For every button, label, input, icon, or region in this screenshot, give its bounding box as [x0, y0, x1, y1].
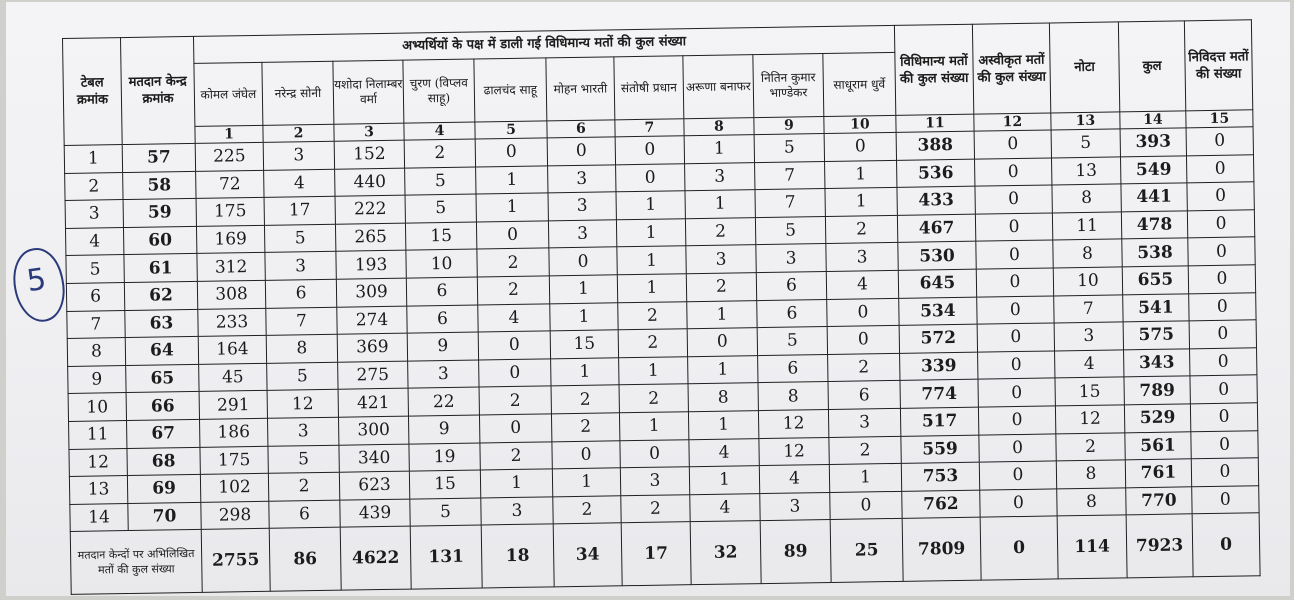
column-number: 8 — [684, 118, 754, 136]
candidate-votes-cell: 5 — [410, 498, 481, 527]
column-number: 12 — [974, 113, 1051, 131]
candidate-votes-cell: 1 — [476, 165, 548, 194]
total-cell: 478 — [1121, 211, 1187, 240]
candidate-votes-cell: 2 — [553, 495, 621, 524]
candidate-total-cell: 131 — [410, 525, 482, 589]
handwritten-number: 5 — [24, 261, 49, 300]
table-number-cell: 3 — [65, 200, 123, 229]
valid-votes-cell: 534 — [899, 297, 977, 326]
candidate-votes-cell: 0 — [616, 163, 685, 192]
tendered-votes-cell: 0 — [1190, 403, 1257, 432]
candidate-votes-cell: 15 — [405, 222, 476, 251]
valid-votes-cell: 559 — [901, 435, 979, 464]
tendered-votes-cell: 0 — [1186, 154, 1253, 183]
valid-votes-cell: 572 — [899, 324, 977, 353]
booth-number-cell: 63 — [125, 309, 198, 338]
table-number-cell: 14 — [70, 503, 128, 532]
candidate-votes-cell: 0 — [476, 221, 548, 250]
candidate-votes-cell: 186 — [200, 418, 268, 447]
candidate-votes-cell: 1 — [687, 300, 757, 329]
nota-cell: 8 — [1053, 239, 1122, 268]
candidate-votes-cell: 6 — [756, 271, 826, 300]
candidate-votes-cell: 2 — [404, 139, 475, 168]
candidate-votes-cell: 3 — [756, 244, 826, 273]
candidate-votes-cell: 0 — [547, 137, 615, 166]
candidate-votes-cell: 300 — [338, 416, 408, 445]
candidate-votes-cell: 6 — [269, 500, 340, 529]
candidate-votes-cell: 3 — [826, 243, 898, 272]
column-number: 1 — [195, 125, 263, 143]
table-number-cell: 10 — [68, 393, 126, 422]
column-number: 9 — [754, 117, 824, 135]
tendered-votes-cell: 0 — [1190, 348, 1257, 377]
candidate-votes-cell: 3 — [263, 141, 334, 170]
tendered-votes-cell: 0 — [1191, 430, 1258, 459]
candidate-votes-cell: 3 — [828, 408, 900, 437]
candidate-total-cell: 32 — [690, 521, 761, 585]
total-cell: 538 — [1122, 238, 1188, 267]
candidate-votes-cell: 0 — [552, 440, 620, 469]
candidate-votes-cell: 2 — [618, 301, 687, 330]
column-number: 2 — [263, 124, 334, 142]
candidate-votes-cell: 17 — [264, 196, 335, 225]
candidate-votes-cell: 2 — [477, 248, 549, 277]
candidate-votes-cell: 45 — [199, 363, 267, 392]
candidate-votes-cell: 8 — [266, 334, 337, 363]
booth-number-cell: 59 — [123, 199, 196, 228]
candidate-votes-cell: 1 — [616, 191, 685, 220]
candidate-votes-cell: 1 — [619, 356, 688, 385]
candidate-votes-cell: 1 — [684, 135, 754, 164]
candidate-votes-cell: 4 — [759, 465, 829, 494]
candidate-votes-cell: 440 — [335, 168, 405, 197]
candidate-votes-cell: 7 — [266, 307, 337, 336]
candidate-votes-cell: 4 — [690, 493, 760, 522]
candidate-name-header: यशोदा निलाम्बर वर्मा — [333, 60, 404, 124]
candidate-votes-cell: 7 — [755, 189, 825, 218]
valid-votes-cell: 530 — [898, 242, 976, 271]
candidate-votes-cell: 291 — [199, 391, 267, 420]
nota-cell: 10 — [1053, 267, 1122, 296]
candidate-votes-cell: 102 — [200, 473, 268, 502]
candidate-votes-cell: 152 — [334, 140, 404, 169]
candidate-votes-cell: 1 — [476, 193, 548, 222]
column-number: 11 — [896, 114, 974, 132]
booth-number-cell: 69 — [127, 475, 200, 504]
candidate-votes-cell: 193 — [336, 250, 406, 279]
rejected-votes-cell: 0 — [975, 185, 1052, 214]
candidate-total-cell: 4622 — [340, 526, 411, 590]
table-number-cell: 6 — [66, 283, 124, 312]
valid-votes-cell: 753 — [901, 462, 979, 491]
column-number: 4 — [404, 122, 475, 140]
candidate-votes-cell: 2 — [618, 329, 687, 358]
candidate-votes-cell: 0 — [549, 247, 617, 276]
table-number-cell: 4 — [65, 227, 123, 256]
candidate-votes-cell: 421 — [338, 388, 408, 417]
total-cell: 541 — [1123, 293, 1189, 322]
candidate-votes-cell: 8 — [688, 383, 758, 412]
candidate-votes-cell: 0 — [687, 328, 757, 357]
table-number-cell: 7 — [67, 310, 125, 339]
candidate-votes-cell: 2 — [829, 436, 901, 465]
candidate-votes-cell: 0 — [479, 414, 551, 443]
total-cell: 761 — [1125, 459, 1191, 488]
rejected-votes-cell: 0 — [975, 213, 1052, 242]
candidate-votes-cell: 15 — [409, 470, 480, 499]
tendered-votes-cell: 0 — [1190, 375, 1257, 404]
nota-cell: 13 — [1052, 156, 1121, 185]
rejected-votes-cell: 0 — [977, 296, 1054, 325]
candidate-votes-cell: 2 — [621, 494, 690, 523]
booth-number-cell: 65 — [126, 364, 199, 393]
candidate-votes-cell: 0 — [830, 491, 902, 520]
column-number: 6 — [547, 120, 615, 138]
tendered-votes-cell: 0 — [1186, 127, 1253, 156]
rejected-votes-cell: 0 — [977, 323, 1054, 352]
valid-votes-cell: 762 — [902, 490, 980, 519]
candidate-votes-cell: 3 — [620, 467, 689, 496]
nota-cell: 8 — [1052, 184, 1121, 213]
candidate-votes-cell: 3 — [685, 162, 755, 191]
candidate-name-header: कोमल जंघेल — [194, 62, 263, 126]
rejected-votes-cell: 0 — [975, 158, 1052, 187]
candidate-votes-cell: 4 — [478, 303, 550, 332]
candidate-votes-cell: 169 — [196, 225, 264, 254]
booth-number-cell: 58 — [123, 171, 196, 200]
candidate-votes-cell: 298 — [201, 501, 269, 530]
valid-votes-cell: 645 — [898, 269, 976, 298]
candidate-votes-cell: 1 — [825, 160, 897, 189]
table-number-cell: 9 — [68, 365, 126, 394]
candidate-votes-cell: 225 — [195, 142, 263, 171]
valid-votes-cell: 339 — [900, 352, 978, 381]
candidate-total-cell: 86 — [269, 528, 341, 592]
candidate-votes-cell: 2 — [479, 386, 551, 415]
nota-cell: 2 — [1056, 432, 1125, 461]
candidate-votes-cell: 369 — [337, 333, 407, 362]
candidate-votes-cell: 2 — [268, 472, 339, 501]
nota-cell: 5 — [1051, 129, 1120, 158]
table-number-cell: 13 — [69, 476, 127, 505]
candidate-votes-cell: 8 — [758, 382, 828, 411]
total-cell: 393 — [1120, 128, 1186, 157]
tendered-votes-cell: 0 — [1187, 182, 1254, 211]
tendered-votes-cell: 0 — [1188, 237, 1255, 266]
candidate-votes-cell: 0 — [620, 439, 689, 468]
nota-cell: 3 — [1054, 322, 1123, 351]
valid-votes-cell: 467 — [897, 214, 975, 243]
table-number-header: टेबल क्रमांक — [63, 38, 123, 146]
nota-header: नोटा — [1049, 22, 1119, 113]
candidate-votes-cell: 6 — [758, 354, 828, 383]
candidate-votes-cell: 1 — [688, 411, 758, 440]
column-number: 14 — [1120, 111, 1186, 129]
valid-votes-cell: 433 — [897, 186, 975, 215]
candidate-votes-cell: 72 — [196, 170, 264, 199]
column-number: 10 — [824, 115, 896, 133]
nota-cell: 4 — [1055, 350, 1124, 379]
table-number-cell: 8 — [67, 338, 125, 367]
booth-number-header: मतदान केन्द्र क्रमांक — [121, 36, 196, 144]
candidate-votes-cell: 5 — [405, 194, 476, 223]
candidate-votes-cell: 9 — [408, 415, 479, 444]
candidate-votes-cell: 0 — [478, 331, 550, 360]
total-cell: 789 — [1124, 376, 1190, 405]
table-number-cell: 2 — [65, 172, 123, 201]
candidate-total-cell: 18 — [481, 524, 554, 588]
candidate-votes-cell: 5 — [267, 362, 338, 391]
booth-number-cell: 64 — [125, 337, 198, 366]
candidate-votes-cell: 4 — [826, 270, 898, 299]
total-cell: 343 — [1124, 349, 1190, 378]
candidate-votes-cell: 233 — [198, 308, 266, 337]
candidate-votes-cell: 3 — [548, 220, 616, 249]
candidate-votes-cell: 275 — [338, 361, 408, 390]
candidate-votes-cell: 12 — [267, 390, 338, 419]
candidate-votes-cell: 222 — [335, 195, 405, 224]
nota-cell: 8 — [1056, 460, 1125, 489]
candidate-votes-cell: 274 — [337, 306, 407, 335]
booth-number-cell: 68 — [127, 447, 200, 476]
candidate-votes-cell: 9 — [407, 332, 478, 361]
total-cell: 561 — [1125, 431, 1191, 460]
candidate-votes-cell: 6 — [406, 277, 477, 306]
candidate-votes-cell: 308 — [197, 280, 265, 309]
candidate-votes-cell: 1 — [688, 355, 758, 384]
total-cell: 529 — [1124, 404, 1190, 433]
table-number-cell: 12 — [69, 448, 127, 477]
candidate-votes-cell: 0 — [479, 359, 551, 388]
candidate-votes-cell: 22 — [408, 387, 479, 416]
valid-votes-cell: 388 — [896, 131, 974, 160]
candidate-name-header: ढालचंद साहू — [474, 58, 547, 122]
total-cell: 441 — [1121, 183, 1187, 212]
candidate-votes-cell: 6 — [828, 381, 900, 410]
candidate-votes-cell: 1 — [617, 274, 686, 303]
valid-votes-header: विधिमान्य मतों की कुल संख्या — [894, 24, 973, 115]
candidate-votes-cell: 1 — [480, 469, 552, 498]
candidate-name-header: चुरण (विप्लव साहू) — [403, 59, 475, 123]
candidate-votes-cell: 623 — [339, 471, 409, 500]
candidate-total-cell: 34 — [553, 523, 622, 587]
candidate-votes-cell: 3 — [267, 417, 338, 446]
totals-label: मतदान केन्दों पर अभिलिखित मतों की कुल संख्या — [70, 530, 202, 595]
candidate-votes-cell: 2 — [551, 385, 619, 414]
booth-number-cell: 70 — [128, 502, 201, 531]
nota-cell: 8 — [1057, 488, 1126, 517]
candidate-votes-cell: 1 — [550, 302, 618, 331]
candidate-votes-cell: 5 — [264, 224, 335, 253]
candidate-name-header: अरूणा बनाफर — [683, 55, 754, 119]
rejected-votes-cell: 0 — [976, 268, 1053, 297]
tendered-total-cell: 0 — [1192, 513, 1260, 577]
rejected-votes-cell: 0 — [980, 489, 1057, 518]
rejected-votes-cell: 0 — [979, 461, 1056, 490]
result-sheet — [62, 19, 1261, 595]
booth-number-cell: 60 — [123, 226, 196, 255]
candidate-votes-cell: 5 — [757, 327, 827, 356]
candidate-name-header: मोहन भारती — [546, 57, 615, 121]
column-number: 3 — [334, 123, 404, 141]
valid-votes-cell: 774 — [900, 379, 978, 408]
candidates-group-header: अभ्यर्थियों के पक्ष में डाली गई विधिमान्य मतों की कुल संख्या — [193, 25, 894, 63]
candidate-votes-cell: 4 — [264, 169, 335, 198]
nota-cell: 12 — [1055, 405, 1124, 434]
table-body — [64, 127, 1259, 532]
candidate-votes-cell: 12 — [758, 409, 828, 438]
total-header: कुल — [1118, 21, 1185, 112]
tendered-votes-cell: 0 — [1188, 265, 1255, 294]
rejected-votes-header: अस्वीकृत मतों की कुल संख्या — [972, 23, 1050, 114]
rejected-votes-cell: 0 — [974, 130, 1051, 159]
candidate-votes-cell: 0 — [824, 132, 896, 161]
candidate-votes-cell: 6 — [757, 299, 827, 328]
candidate-votes-cell: 1 — [825, 188, 897, 217]
candidate-votes-cell: 1 — [549, 275, 617, 304]
candidate-votes-cell: 3 — [265, 252, 336, 281]
candidate-votes-cell: 3 — [548, 192, 616, 221]
candidate-name-header: नितिन कुमार भाण्डेकर — [753, 54, 824, 118]
candidate-votes-cell: 5 — [754, 134, 824, 163]
candidate-votes-cell: 15 — [550, 330, 618, 359]
tendered-votes-cell: 0 — [1189, 292, 1256, 321]
total-cell: 655 — [1122, 266, 1188, 295]
candidate-votes-cell: 1 — [616, 219, 685, 248]
candidate-votes-cell: 2 — [477, 276, 549, 305]
vote-count-table — [62, 19, 1261, 595]
candidate-votes-cell: 0 — [475, 138, 547, 167]
booth-number-cell: 66 — [126, 392, 199, 421]
candidate-votes-cell: 2 — [619, 384, 688, 413]
candidate-votes-cell: 1 — [552, 468, 620, 497]
candidate-votes-cell: 7 — [755, 161, 825, 190]
candidate-votes-cell: 0 — [615, 136, 684, 165]
candidate-name-header: साधूराम धुर्वे — [823, 52, 896, 116]
rejected-votes-cell: 0 — [978, 406, 1055, 435]
column-number: 7 — [615, 119, 684, 137]
candidate-votes-cell: 1 — [617, 246, 686, 275]
rejected-votes-cell: 0 — [978, 351, 1055, 380]
candidate-votes-cell: 5 — [268, 445, 339, 474]
booth-number-cell: 62 — [124, 281, 197, 310]
candidate-votes-cell: 1 — [685, 190, 755, 219]
candidate-votes-cell: 1 — [551, 358, 619, 387]
rejected-votes-cell: 0 — [978, 378, 1055, 407]
candidate-votes-cell: 3 — [481, 497, 553, 526]
total-cell: 770 — [1126, 487, 1192, 516]
candidate-votes-cell: 19 — [409, 443, 480, 472]
table-number-cell: 11 — [69, 420, 127, 449]
candidate-votes-cell: 6 — [265, 279, 336, 308]
rejected-total-cell: 0 — [980, 516, 1058, 580]
grand-total-cell: 7923 — [1126, 514, 1193, 578]
column-number: 5 — [475, 121, 547, 139]
candidate-votes-cell: 175 — [196, 198, 264, 227]
candidate-votes-cell: 265 — [335, 223, 405, 252]
valid-votes-cell: 517 — [900, 407, 978, 436]
candidate-votes-cell: 0 — [827, 298, 899, 327]
candidate-total-cell: 2755 — [201, 529, 270, 593]
candidate-votes-cell: 340 — [339, 444, 409, 473]
total-cell: 575 — [1123, 321, 1189, 350]
candidate-name-header: संतोषी प्रधान — [614, 56, 684, 120]
booth-number-cell: 67 — [127, 419, 200, 448]
candidate-votes-cell: 164 — [198, 335, 266, 364]
nota-total-cell: 114 — [1057, 515, 1127, 579]
candidate-votes-cell: 4 — [689, 438, 759, 467]
booth-number-cell: 57 — [122, 143, 195, 172]
booth-number-cell: 61 — [124, 254, 197, 283]
candidate-votes-cell: 1 — [829, 463, 901, 492]
table-number-cell: 5 — [66, 255, 124, 284]
candidate-votes-cell: 2 — [828, 353, 900, 382]
candidate-votes-cell: 10 — [406, 249, 477, 278]
rejected-votes-cell: 0 — [979, 433, 1056, 462]
candidate-votes-cell: 12 — [759, 437, 829, 466]
candidate-votes-cell: 3 — [686, 245, 756, 274]
candidate-votes-cell: 0 — [827, 326, 899, 355]
tendered-votes-cell: 0 — [1187, 210, 1254, 239]
rejected-votes-cell: 0 — [976, 240, 1053, 269]
candidate-votes-cell: 2 — [686, 273, 756, 302]
candidate-votes-cell: 2 — [480, 441, 552, 470]
candidate-total-cell: 89 — [760, 520, 831, 584]
candidate-total-cell: 17 — [621, 522, 691, 586]
candidate-votes-cell: 2 — [685, 217, 755, 246]
candidate-votes-cell: 1 — [619, 412, 688, 441]
valid-total-cell: 7809 — [902, 517, 981, 581]
candidate-total-cell: 25 — [830, 519, 903, 583]
candidate-votes-cell: 309 — [336, 278, 406, 307]
candidate-votes-cell: 3 — [548, 164, 616, 193]
candidate-votes-cell: 2 — [551, 413, 619, 442]
tendered-votes-header: निविदत्त मतों की संख्या — [1184, 20, 1252, 111]
candidate-votes-cell: 3 — [760, 492, 830, 521]
column-number: 15 — [1186, 110, 1253, 128]
candidate-name-header: नरेन्द्र सोनी — [262, 61, 334, 125]
candidate-votes-cell: 439 — [340, 499, 410, 528]
table-number-cell: 1 — [64, 145, 122, 174]
candidate-votes-cell: 312 — [197, 253, 265, 282]
nota-cell: 7 — [1054, 294, 1123, 323]
candidate-votes-cell: 6 — [407, 305, 478, 334]
candidate-votes-cell: 175 — [200, 446, 268, 475]
tendered-votes-cell: 0 — [1189, 320, 1256, 349]
valid-votes-cell: 536 — [897, 159, 975, 188]
nota-cell: 11 — [1052, 212, 1121, 241]
tendered-votes-cell: 0 — [1192, 485, 1259, 514]
candidate-votes-cell: 2 — [825, 215, 897, 244]
candidate-votes-cell: 1 — [689, 466, 759, 495]
candidate-votes-cell: 5 — [405, 167, 476, 196]
tendered-votes-cell: 0 — [1191, 458, 1258, 487]
nota-cell: 15 — [1055, 377, 1124, 406]
candidate-votes-cell: 5 — [755, 216, 825, 245]
total-cell: 549 — [1120, 155, 1186, 184]
candidate-votes-cell: 3 — [408, 360, 479, 389]
column-number: 13 — [1051, 112, 1120, 130]
